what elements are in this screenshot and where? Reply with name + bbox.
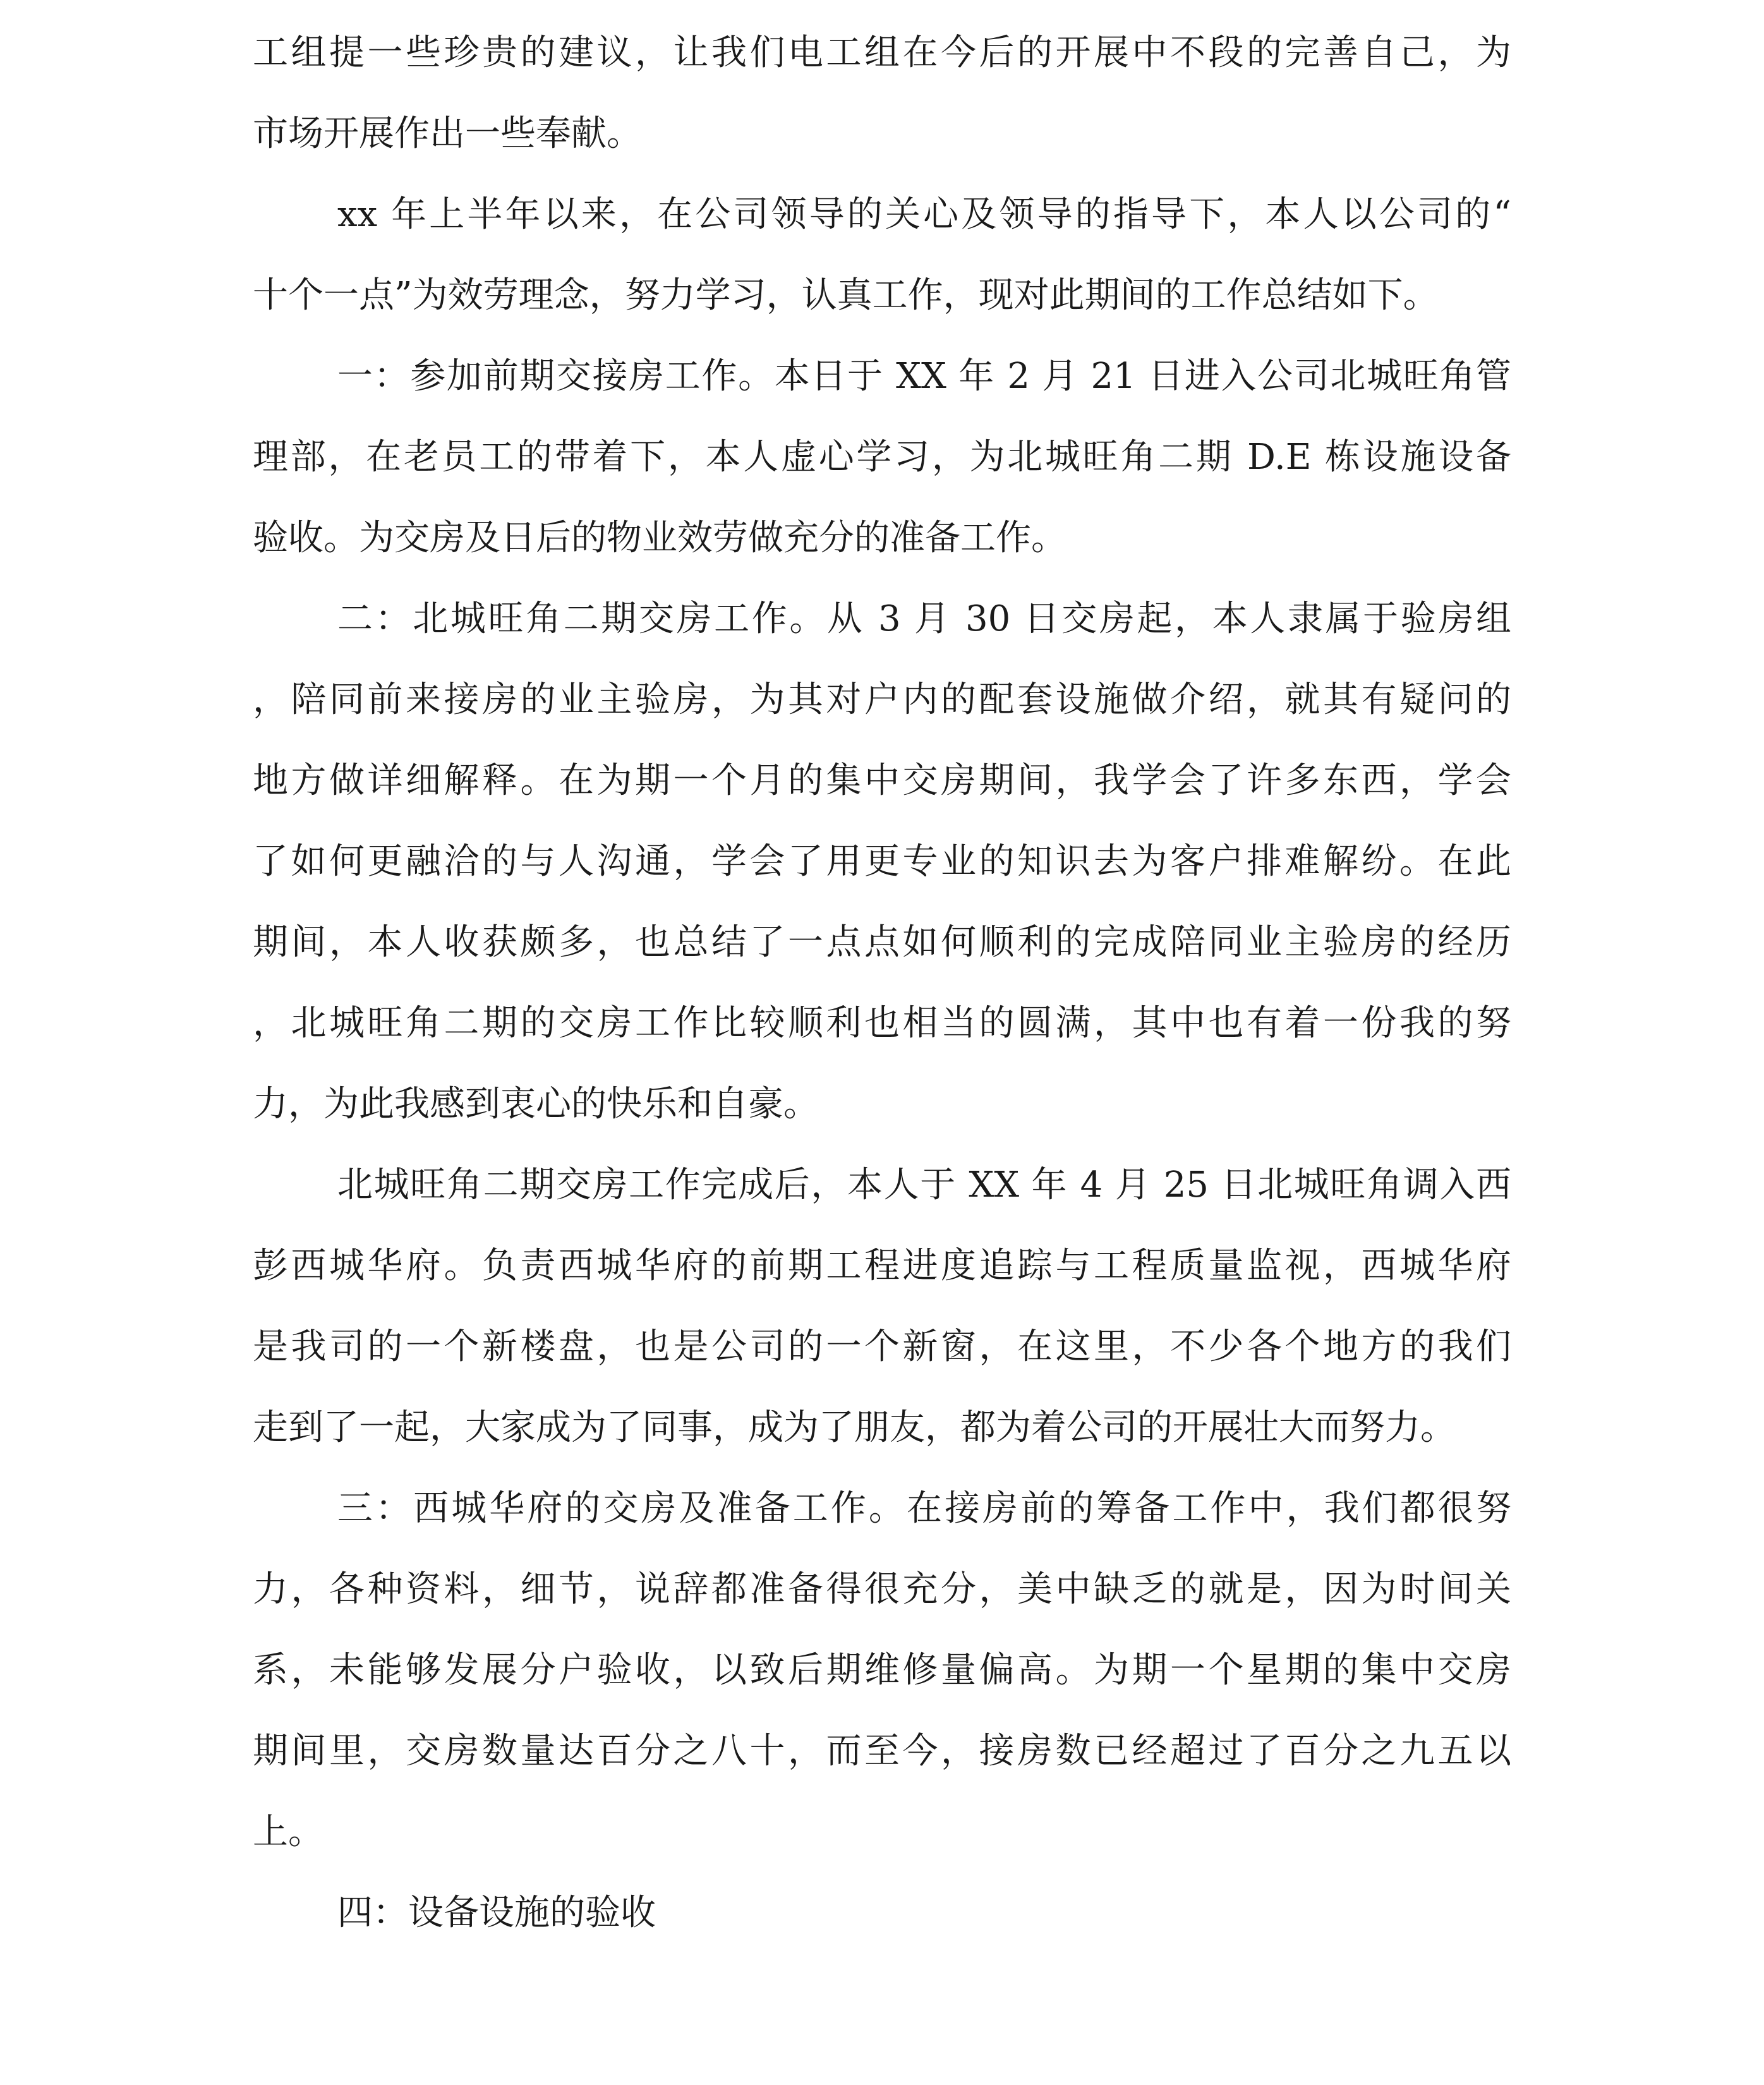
text-line: 工组提一些珍贵的建议，让我们电工组在今后的开展中不段的完善自己，为 bbox=[253, 32, 1511, 73]
text-line: 彭西城华府。负责西城华府的前期工程进度追踪与工程质量监视，西城华府 bbox=[253, 1245, 1511, 1286]
text-line: 理部，在老员工的带着下，本人虚心学习，为北城旺角二期 D.E 栋设施设备 bbox=[253, 437, 1511, 478]
text-line: 是我司的一个新楼盘，也是公司的一个新窗，在这里，不少各个地方的我们 bbox=[253, 1326, 1511, 1367]
text-line: 一：参加前期交接房工作。本日于 XX 年 2 月 21 日进入公司北城旺角管 bbox=[337, 356, 1511, 397]
text-line: 四：设备设施的验收 bbox=[337, 1892, 656, 1933]
text-line: 期间里，交房数量达百分之八十，而至今，接房数已经超过了百分之九五以 bbox=[253, 1731, 1511, 1772]
text-line: ，北城旺角二期的交房工作比较顺利也相当的圆满，其中也有着一份我的努 bbox=[253, 1003, 1511, 1044]
text-line: 三：西城华府的交房及准备工作。在接房前的筹备工作中，我们都很努 bbox=[337, 1488, 1511, 1529]
text-line: xx 年上半年以来，在公司领导的关心及领导的指导下，本人以公司的“ bbox=[337, 194, 1511, 235]
text-line: ，陪同前来接房的业主验房，为其对户内的配套设施做介绍，就其有疑问的 bbox=[253, 679, 1511, 720]
text-line: 地方做详细解释。在为期一个月的集中交房期间，我学会了许多东西，学会 bbox=[253, 760, 1511, 801]
text-line: 力，为此我感到衷心的快乐和自豪。 bbox=[253, 1084, 819, 1125]
document-page bbox=[253, 24, 1511, 1965]
text-line: 二：北城旺角二期交房工作。从 3 月 30 日交房起，本人隶属于验房组 bbox=[337, 598, 1511, 639]
text-line: 系，未能够发展分户验收，以致后期维修量偏高。为期一个星期的集中交房 bbox=[253, 1650, 1511, 1691]
text-line: 力，各种资料，细节，说辞都准备得很充分，美中缺乏的就是，因为时间关 bbox=[253, 1569, 1511, 1610]
text-line: 上。 bbox=[253, 1811, 323, 1852]
text-line: 十个一点”为效劳理念，努力学习，认真工作，现对此期间的工作总结如下。 bbox=[253, 275, 1439, 316]
text-line: 了如何更融洽的与人沟通，学会了用更专业的知识去为客户排难解纷。在此 bbox=[253, 841, 1511, 882]
text-line: 北城旺角二期交房工作完成后，本人于 XX 年 4 月 25 日北城旺角调入西 bbox=[337, 1164, 1511, 1206]
text-line: 验收。为交房及日后的物业效劳做充分的准备工作。 bbox=[253, 517, 1066, 559]
text-line: 市场开展作出一些奉献。 bbox=[253, 113, 642, 154]
text-line: 期间，本人收获颇多，也总结了一点点如何顺利的完成陪同业主验房的经历 bbox=[253, 922, 1511, 963]
text-line: 走到了一起，大家成为了同事，成为了朋友，都为着公司的开展壮大而努力。 bbox=[253, 1407, 1456, 1448]
